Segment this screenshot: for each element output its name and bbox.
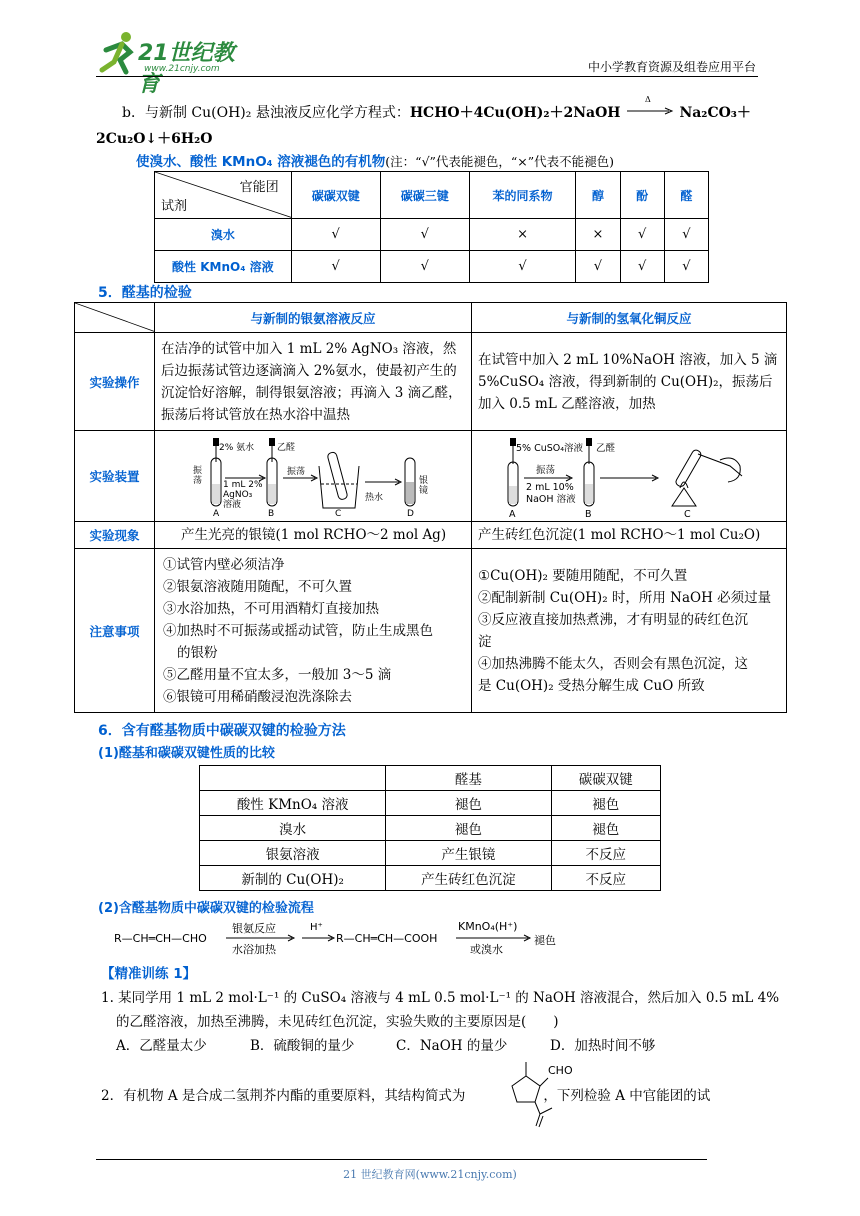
silver-apparatus-diagram: 2% 氨水 乙醛 振荡 振荡 1 mL 2% AgNO₃ 溶液 热水 银镜 A B C D (155, 432, 471, 520)
col-header: 酚 (620, 172, 664, 219)
reaction-b-line1: b．与新制 Cu(OH)₂ 悬浊液反应化学方程式：HCHO＋4Cu(OH)₂＋2NaOH Δ Na₂CO₃＋ (122, 95, 751, 121)
section5-title: 5．醛基的检验 (98, 285, 192, 301)
option-d: D．加热时间不够 (550, 1038, 656, 1054)
section6-title: 6．含有醛基物质中碳碳双键的检验方法 (98, 723, 346, 739)
compare-table (199, 765, 661, 891)
col-header-silver: 与新制的银氨溶液反应 (155, 303, 472, 333)
reaction-b-line2: 2Cu₂O↓＋6H₂O (96, 131, 213, 147)
table-row: 实验现象 产生光亮的银镜(1 mol RCHO～2 mol Ag) 产生砖红色沉淀(1 mol RCHO～1 mol Cu₂O) (75, 522, 787, 549)
col-header-copper: 与新制的氢氧化铜反应 (472, 303, 787, 333)
corner-cell: 官能团 试剂 (155, 172, 292, 219)
option-a: A．乙醛量太少 (116, 1038, 207, 1054)
table-row: 银氨溶液 产生银镜 不反应 (200, 841, 661, 866)
col-header: 碳碳三键 (380, 172, 469, 219)
decolor-title: 使溴水、酸性 KMnO₄ 溶液褪色的有机物 (136, 154, 386, 170)
col-header: 苯的同系物 (469, 172, 576, 219)
table-row: 新制的 Cu(OH)₂ 产生砖红色沉淀 不反应 (200, 866, 661, 891)
decolor-note: (注：“√”代表能褪色，“×”代表不能褪色) (385, 154, 615, 169)
table-header: 醛基 碳碳双键 (200, 766, 661, 791)
q1-line2: 的乙醛溶液，加热至沸腾，未见砖红色沉淀，实验失败的主要原因是( ) (116, 1014, 559, 1030)
table-row: 注意事项 ①试管内壁必须洁净 ②银氨溶液随用随配，不可久置 ③水浴加热，不可用酒精灯直接加热 ④加热时不可振荡或摇动试管，防止生成黑色 的银粉 ⑤乙醛用量不宜太多，一般加 3～5 滴 ⑥银镜可用稀硝酸浸泡洗涤除去 ①Cu(OH)₂ 要随用随配，不可久置 ②配制新制 Cu(OH)₂ 时，所用 NaOH 必须过量 ③反应液直接加热煮沸，才有明显的砖红色沉 淀 ④加热沸腾不能太久，否则会有黑色沉淀，这 是 Cu(OH)₂ 受热分解生成 CuO 所致 (75, 549, 787, 713)
section6-sub1: (1)醛基和碳碳双键性质的比较 (98, 746, 275, 761)
footer-text: 21 世纪教育网(www.21cnjy.com) (343, 1168, 517, 1181)
aldehyde-test-table (74, 302, 787, 713)
header-rule (96, 76, 758, 77)
table-row: 实验装置 2% 氨水 乙醛 振荡 振荡 1 mL 2% AgNO₃ 溶液 热水 银镜 A B C D 5% CuSO₄溶液 乙醛 振荡 2 mL 10% NaOH 溶液 A B C (75, 431, 787, 522)
table-row: 溴水 褪色 褪色 (200, 816, 661, 841)
table-row: 溴水 √ √ × × √ √ (155, 219, 709, 251)
table-row: 酸性 KMnO₄ 溶液 褪色 褪色 (200, 791, 661, 816)
footer-rule (96, 1159, 707, 1160)
col-header: 醇 (576, 172, 620, 219)
col-header: 醛 (664, 172, 708, 219)
silver-notes: ①试管内壁必须洁净 ②银氨溶液随用随配，不可久置 ③水浴加热，不可用酒精灯直接加热 ④加热时不可振荡或摇动试管，防止生成黑色 的银粉 ⑤乙醛用量不宜太多，一般加 3～5 滴 ⑥银镜可用稀硝酸浸泡洗涤除去 (163, 556, 433, 705)
heat-arrow: Δ (625, 103, 675, 117)
silver-phenomenon: 产生光亮的银镜(1 mol RCHO～2 mol Ag) (181, 527, 447, 543)
q1-line1: 1. 某同学用 1 mL 2 mol·L⁻¹ 的 CuSO₄ 溶液与 4 mL 0.5 mol·L⁻¹ 的 NaOH 溶液混合，然后加入 0.5 mL 4% (101, 990, 780, 1006)
corner-cell (75, 303, 155, 333)
col-header: 碳碳双键 (291, 172, 380, 219)
decolor-title-row (136, 150, 614, 170)
platform-name: 中小学教育资源及组卷应用平台 (587, 60, 756, 74)
logo-text: 21世纪教育 (138, 41, 235, 97)
decolor-table (154, 171, 709, 283)
silver-operation: 在洁净的试管中加入 1 mL 2% AgNO₃ 溶液，然后边振荡试管边逐滴滴入 2%氨水，使最初产生的沉淀恰好溶解，制得银氨溶液；再滴入 3 滴乙醛，振荡后将试管放在热水浴中温热 (161, 340, 462, 423)
table-row: 实验操作 在洁净的试管中加入 1 mL 2% AgNO₃ 溶液，然后边振荡试管边逐滴滴入 2%氨水，使最初产生的沉淀恰好溶解，制得银氨溶液；再滴入 3 滴乙醛，振荡后将试管放在热水浴中温热 在试管中加入 2 mL 10%NaOH 溶液，加入 5 滴 5%CuSO₄ 溶液，得到新制的 Cu(OH)₂，振荡后加入 0.5 mL 乙醛溶液，加热 (75, 333, 787, 431)
copper-apparatus-diagram: 5% CuSO₄溶液 乙醛 振荡 2 mL 10% NaOH 溶液 A B C (472, 432, 786, 520)
runner-logo-icon (96, 30, 140, 76)
copper-phenomenon: 产生砖红色沉淀(1 mol RCHO～1 mol Cu₂O) (478, 527, 761, 543)
copper-notes: ①Cu(OH)₂ 要随用随配，不可久置 ②配制新制 Cu(OH)₂ 时，所用 NaOH 必须过量 ③反应液直接加热煮沸，才有明显的砖红色沉 淀 ④加热沸腾不能太久，否则会有黑色沉淀，这 是 Cu(OH)₂ 受热分解生成 CuO 所致 (478, 567, 772, 694)
structure-formula: CHO (500, 1056, 590, 1128)
table-row: 酸性 KMnO₄ 溶液 √ √ √ √ √ √ (155, 251, 709, 283)
option-b: B．硫酸铜的量少 (250, 1038, 355, 1054)
section6-sub2: (2)含醛基物质中碳碳双键的检验流程 (98, 901, 314, 916)
header-logo (96, 30, 256, 97)
copper-operation: 在试管中加入 2 mL 10%NaOH 溶液，加入 5 滴 5%CuSO₄ 溶液，得到新制的 Cu(OH)₂，振荡后加入 0.5 mL 乙醛溶液，加热 (478, 351, 778, 412)
logo-url: www.21cnjy.com (144, 64, 220, 74)
option-c: C．NaOH 的量少 (396, 1038, 508, 1054)
training-title: 【精准训练 1】 (101, 966, 197, 982)
q2-text: 2．有机物 A 是合成二氢荆芥内酯的重要原料，其结构简式为 ，下列检验 A 中官能团的试 (101, 1088, 711, 1104)
detection-flow: R—CH═CH—CHO 银氨反应 水浴加热 H⁺ R—CH═CH—COOH KMnO₄(H⁺) 或溴水 褪色 (114, 918, 574, 958)
q1-options (116, 1034, 655, 1054)
cyclopentane-structure-icon (500, 1056, 590, 1128)
